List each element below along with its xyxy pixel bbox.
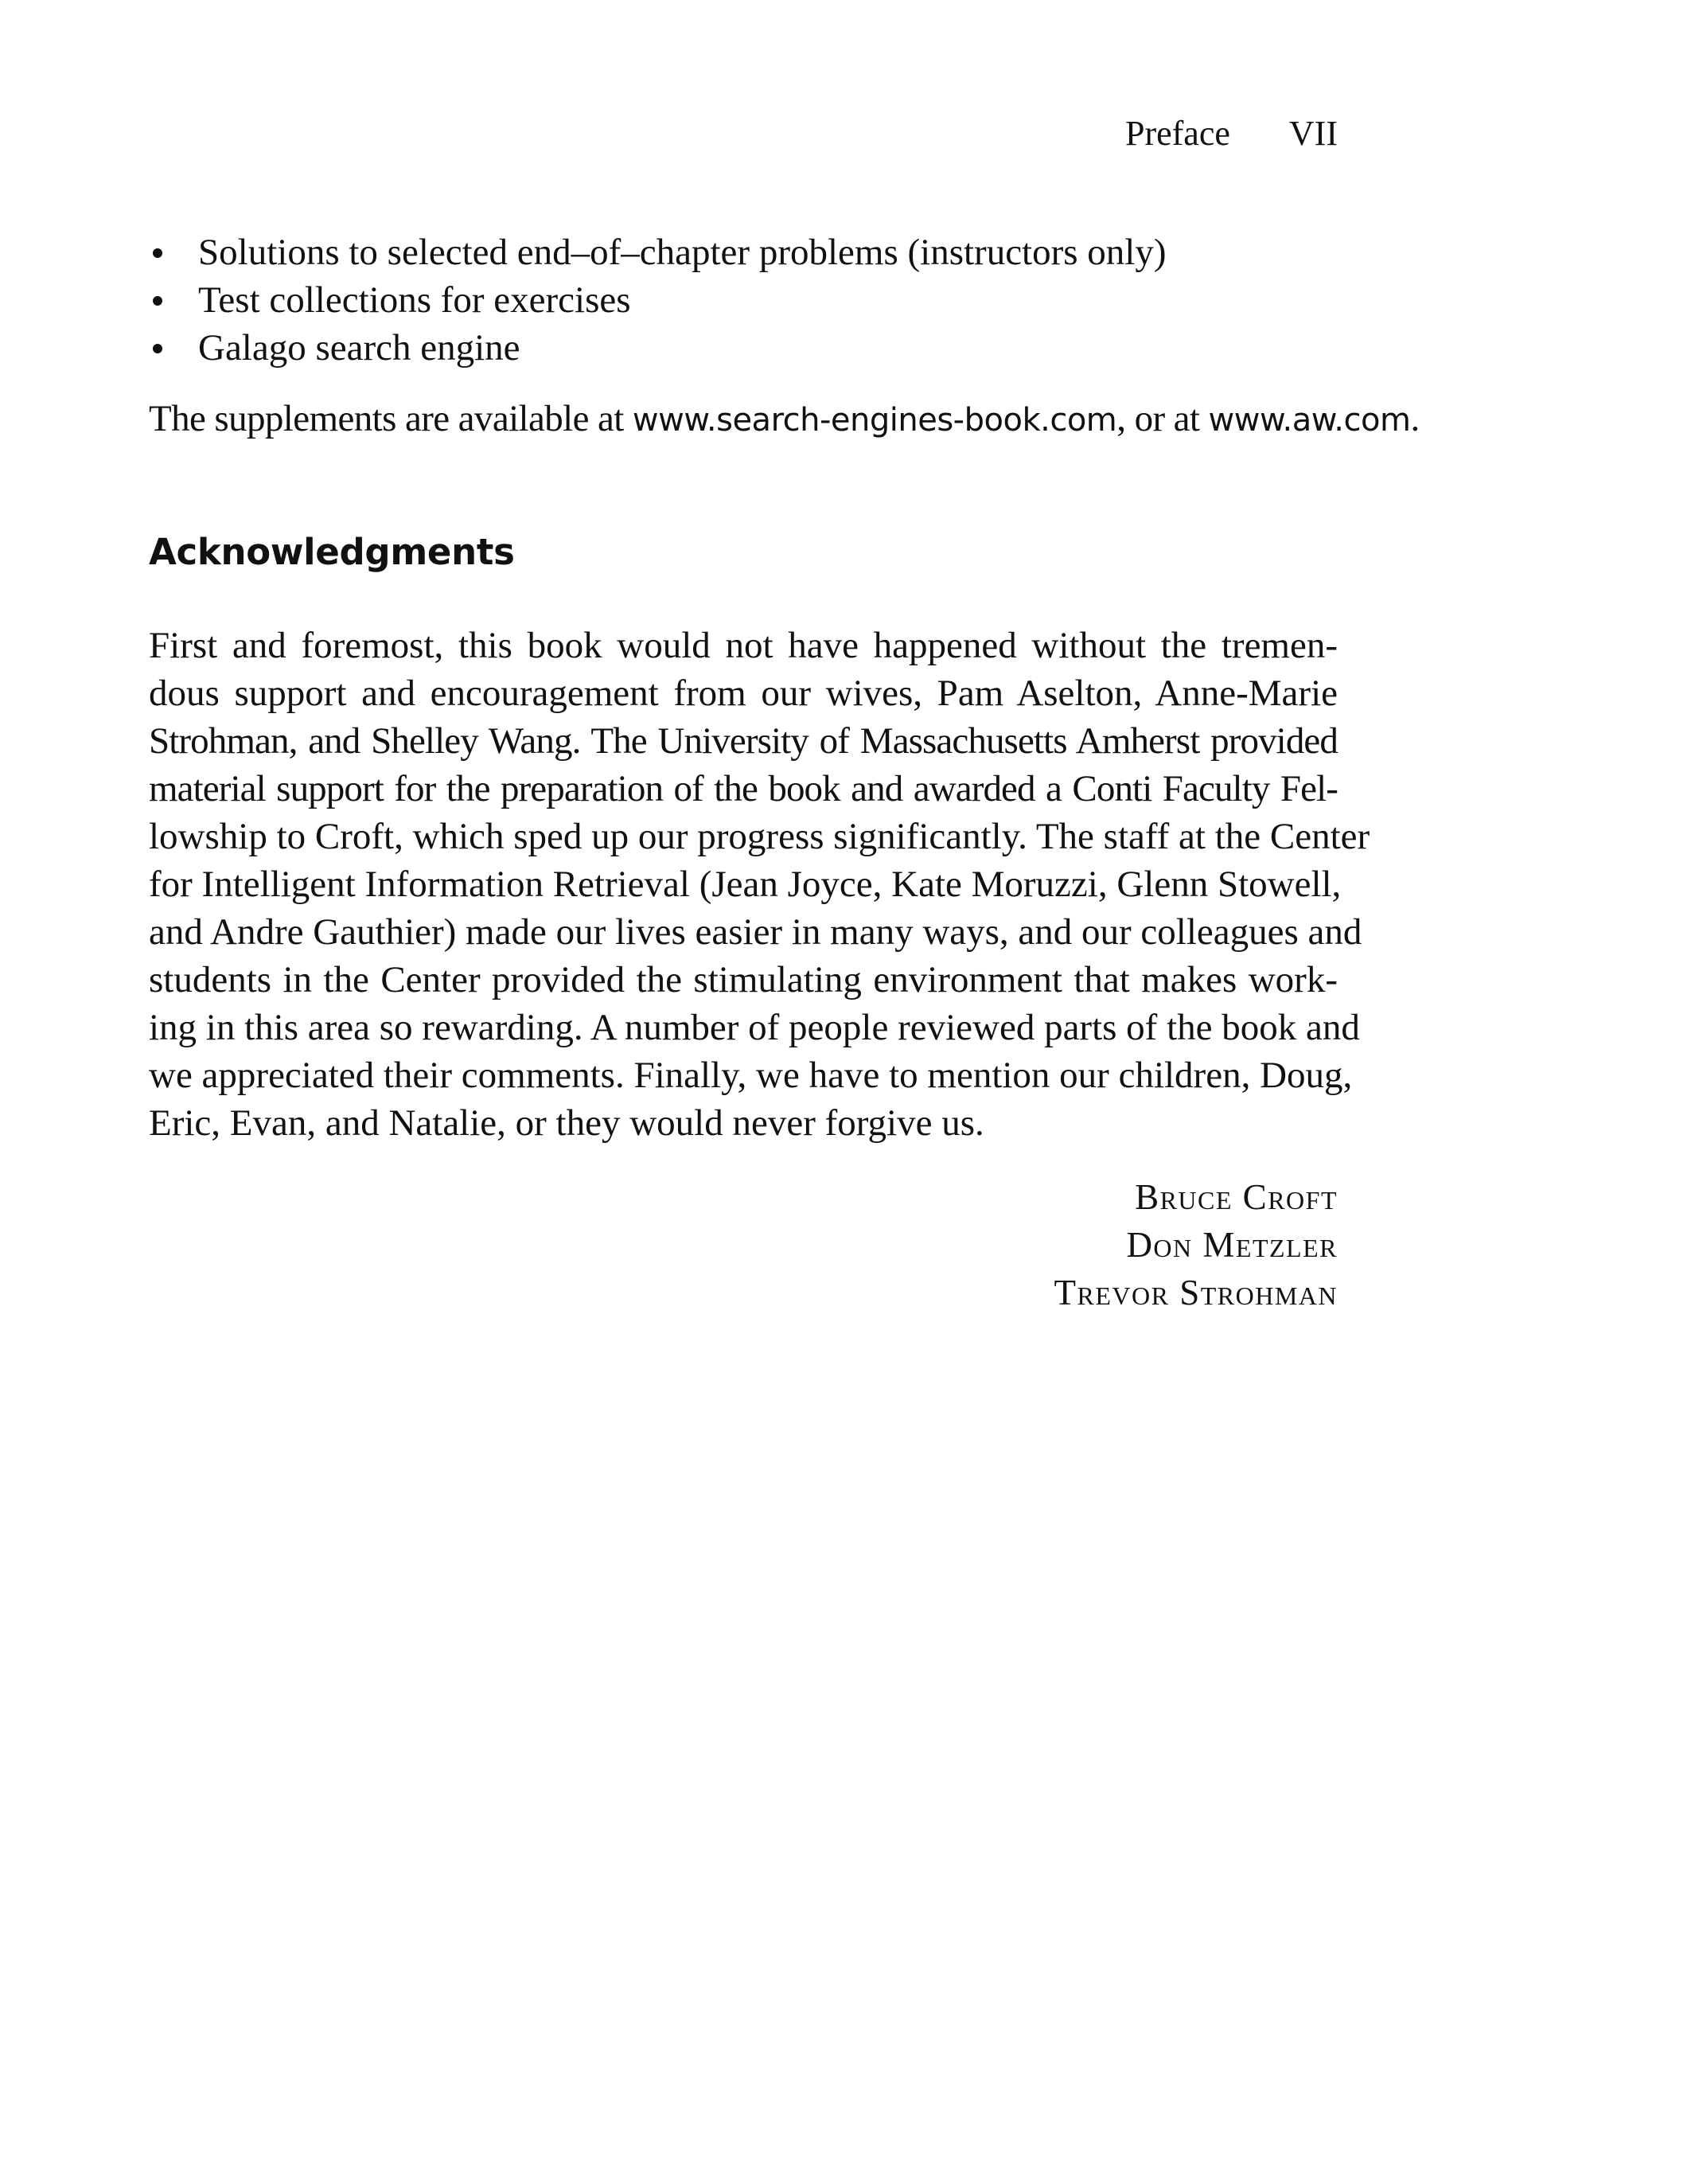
supplements-list <box>149 228 1338 372</box>
list-item <box>149 276 1338 324</box>
supplements-url-aw: www.aw.com <box>1208 402 1411 439</box>
list-item-text: Solutions to selected end–of–chapter problems (instructors only) <box>198 232 1167 273</box>
supplements-text-before: The supplements are available at <box>149 398 633 439</box>
supplements-text-after: . <box>1410 398 1420 439</box>
paragraph-line: we appreciated their comments. Finally, we have to mention our children, Doug, <box>149 1055 1353 1096</box>
paragraph-line: and Andre Gauthier) made our lives easier in many ways, and our colleagues and <box>149 911 1362 953</box>
acknowledgments-paragraph <box>149 622 1370 1147</box>
book-page <box>149 0 1420 2184</box>
author-name: Trevor Strohman <box>1054 1273 1338 1312</box>
list-item-text: Test collections for exercises <box>198 279 631 321</box>
list-item-text: Galago search engine <box>198 327 520 369</box>
paragraph-line: dous support and encouragement from our wives, Pam Aselton, Anne-Marie <box>149 673 1338 714</box>
paragraph-line: for Intelligent Information Retrieval (Jean Joyce, Kate Moruzzi, Glenn Stowell, <box>149 864 1342 905</box>
supplements-text-middle: , or at <box>1116 398 1209 439</box>
running-header <box>1125 110 1338 158</box>
header-page-number: VII <box>1288 114 1338 153</box>
bullet-icon <box>153 344 162 353</box>
paragraph-line: lowship to Croft, which sped up our progress significantly. The staff at the Center <box>149 816 1370 857</box>
paragraph-line: students in the Center provided the stimulating environment that makes work- <box>149 959 1338 1000</box>
supplements-url-book: www.search-engines-book.com <box>632 402 1117 439</box>
author-signatures <box>1054 1173 1338 1316</box>
author-name: Bruce Croft <box>1135 1177 1338 1217</box>
paragraph-line: First and foremost, this book would not have happened without the tremen- <box>149 625 1338 666</box>
header-section-title: Preface <box>1125 114 1230 153</box>
author-name: Don Metzler <box>1126 1225 1338 1265</box>
list-item <box>149 324 1338 372</box>
paragraph-line: Eric, Evan, and Natalie, or they would never forgive us. <box>149 1102 984 1144</box>
bullet-icon <box>153 296 162 306</box>
acknowledgments-heading: Acknowledgments <box>149 531 515 573</box>
paragraph-line: Strohman, and Shelley Wang. The University of Massachusetts Amherst provided <box>149 720 1338 762</box>
paragraph-line: ing in this area so rewarding. A number of people reviewed parts of the book and <box>149 1007 1360 1048</box>
bullet-icon <box>153 248 162 258</box>
paragraph-line: material support for the preparation of the book and awarded a Conti Faculty Fel- <box>149 768 1338 809</box>
supplements-paragraph <box>149 395 1420 444</box>
list-item <box>149 228 1338 276</box>
